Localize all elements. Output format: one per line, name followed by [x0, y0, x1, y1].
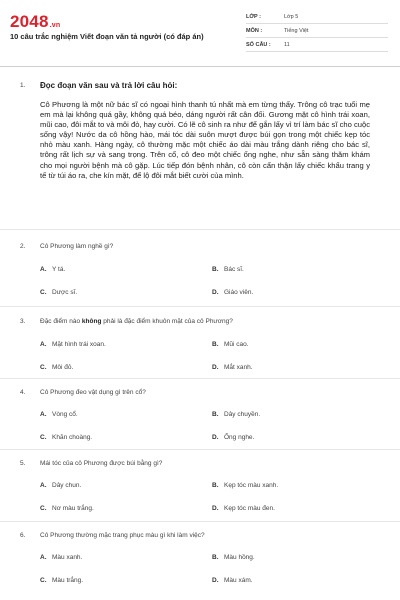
option-letter: B.	[212, 482, 219, 489]
option-c[interactable]	[40, 505, 94, 512]
option-b[interactable]	[212, 341, 249, 348]
option-text: Y tá.	[52, 266, 66, 273]
logo-text: 2048	[10, 12, 49, 31]
header-divider	[0, 66, 400, 67]
question-title: Đọc đoạn văn sau và trả lời câu hỏi:	[40, 81, 178, 90]
page-header	[0, 0, 400, 66]
option-d[interactable]	[212, 364, 253, 371]
question-text: Mái tóc của cô Phương được búi bằng gì?	[40, 460, 163, 467]
option-letter: B.	[212, 266, 219, 273]
option-text: Dược sĩ.	[52, 289, 78, 296]
option-text: Mũi cao.	[224, 341, 249, 348]
option-b[interactable]	[212, 482, 278, 489]
option-text: Khăn choàng.	[52, 434, 93, 441]
option-text: Mắt xanh.	[224, 364, 253, 371]
option-text: Màu hồng.	[224, 554, 255, 561]
option-text: Vòng cổ.	[52, 411, 78, 418]
meta-table	[246, 10, 388, 52]
question-separator	[0, 449, 400, 450]
option-text: Mặt hình trái xoan.	[52, 341, 106, 348]
option-d[interactable]	[212, 505, 275, 512]
option-text: Bác sĩ.	[224, 266, 244, 273]
option-letter: C.	[40, 505, 47, 512]
question-number: 3.	[20, 318, 26, 325]
option-text: Kẹp tóc màu xanh.	[224, 482, 279, 489]
option-text: Môi đỏ.	[52, 364, 74, 371]
option-letter: D.	[212, 434, 219, 441]
question-separator	[0, 306, 400, 307]
question-text: Cô Phương thường mặc trang phục màu gì khi làm việc?	[40, 532, 205, 539]
option-c[interactable]	[40, 434, 92, 441]
option-letter: D.	[212, 505, 219, 512]
option-letter: C.	[40, 289, 47, 296]
option-text: Dây chun.	[52, 482, 82, 489]
question-number: 5.	[20, 460, 26, 467]
question-number: 1.	[20, 82, 26, 89]
question-number: 6.	[20, 532, 26, 539]
question-text: Cô Phương làm nghề gì?	[40, 243, 114, 250]
option-b[interactable]	[212, 411, 260, 418]
option-letter: B.	[212, 341, 219, 348]
option-letter: D.	[212, 577, 219, 584]
option-letter: A.	[40, 266, 47, 273]
meta-row-count	[246, 38, 388, 52]
option-d[interactable]	[212, 434, 254, 441]
option-letter: A.	[40, 341, 47, 348]
option-text: Màu xanh.	[52, 554, 83, 561]
option-a[interactable]	[40, 341, 106, 348]
option-b[interactable]	[212, 266, 244, 273]
option-text: Kẹp tóc màu đen.	[224, 505, 275, 512]
logo-suffix: .vn	[49, 22, 61, 29]
option-letter: A.	[40, 554, 47, 561]
option-letter: B.	[212, 554, 219, 561]
question-number: 2.	[20, 243, 26, 250]
meta-row-grade	[246, 10, 388, 24]
option-letter: C.	[40, 577, 47, 584]
option-text: Màu trắng.	[52, 577, 84, 584]
reading-passage: Cô Phương là một nữ bác sĩ có ngoại hình thanh tú nhất mà em từng thấy. Trông cô trạc tuổi mẹ em mà lại không quá gầy, không quá béo, dáng người rất cân đối. Gương mặt cô hình trái xoan, mũi cao, đôi mắt to và môi đỏ, hay cười. Có lẽ cô sinh ra như để gắn lấy vì trí làm bác sĩ cho cuộc sống vậy! Nước da cô hồng hào, mái tóc dài suôn mượt được búi gọn trong một chiếc kẹp tóc nhỏ màu xanh. Hàng ngày, cô thường mặc một chiếc áo dài màu trắng dành riêng cho bác sĩ, trông rất lịch sự và sang trọng. Trên cổ, cô đeo một chiếc ống nghe, như sẵn sàng thăm khám cho mọi người bệnh mà cô gặp. Lúc tiếp đón bệnh nhân, cô còn cẩn thận lấy chiếc khẩu trang y tế từ túi áo ra, che kín mặt, để lộ đôi mắt biết cười của mình.	[40, 100, 370, 180]
meta-row-subject	[246, 24, 388, 38]
question-text: Cô Phương đeo vật dụng gì trên cổ?	[40, 389, 146, 396]
meta-value: Tiếng Việt	[284, 27, 309, 34]
option-c[interactable]	[40, 289, 77, 296]
meta-label: MÔN :	[246, 27, 263, 34]
option-b[interactable]	[212, 554, 255, 561]
option-a[interactable]	[40, 266, 65, 273]
meta-value: Lớp 5	[284, 13, 299, 20]
site-logo[interactable]	[10, 12, 60, 32]
option-c[interactable]	[40, 577, 83, 584]
meta-value: 11	[284, 41, 290, 48]
document-title: 10 câu trắc nghiệm Viết đoạn văn tả người (có đáp án)	[10, 32, 204, 41]
question-text: Đặc điểm nào không phải là đặc điểm khuôn mặt của cô Phương?	[40, 318, 233, 325]
option-text: Giáo viên.	[224, 289, 254, 296]
option-letter: B.	[212, 411, 219, 418]
option-letter: D.	[212, 289, 219, 296]
option-a[interactable]	[40, 554, 82, 561]
meta-label: LỚP :	[246, 13, 261, 20]
option-text: Ống nghe.	[224, 434, 255, 441]
option-c[interactable]	[40, 364, 73, 371]
option-text: Dây chuyền.	[224, 411, 261, 418]
option-letter: C.	[40, 434, 47, 441]
option-letter: A.	[40, 482, 47, 489]
option-d[interactable]	[212, 577, 253, 584]
question-number: 4.	[20, 389, 26, 396]
option-letter: D.	[212, 364, 219, 371]
option-text: Nơ màu trắng.	[52, 505, 94, 512]
question-separator	[0, 378, 400, 379]
option-a[interactable]	[40, 411, 78, 418]
option-letter: C.	[40, 364, 47, 371]
option-a[interactable]	[40, 482, 81, 489]
question-separator	[0, 521, 400, 522]
question-separator	[0, 229, 400, 230]
option-letter: A.	[40, 411, 47, 418]
option-text: Màu xám.	[224, 577, 253, 584]
meta-label: SỐ CÂU :	[246, 41, 271, 48]
option-d[interactable]	[212, 289, 253, 296]
